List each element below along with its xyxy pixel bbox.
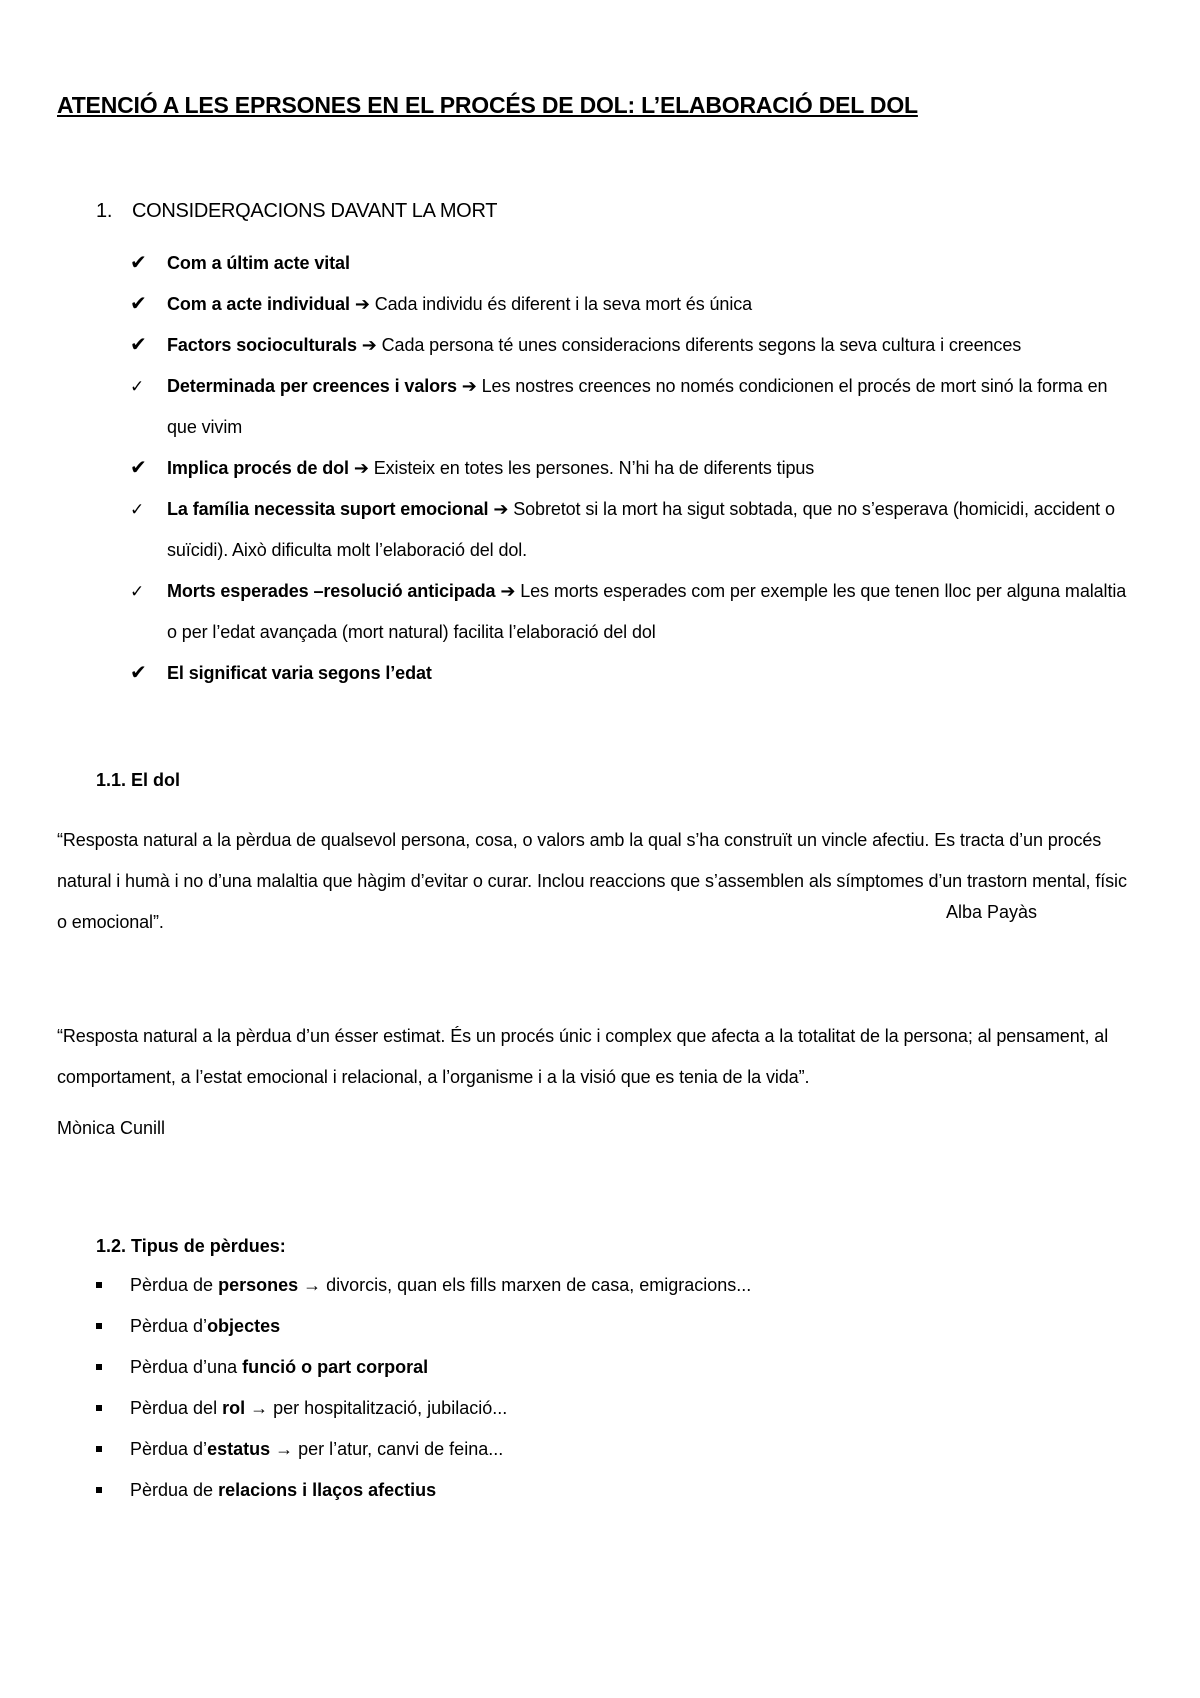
- square-bullet-icon: [96, 1364, 102, 1370]
- quote-alba-payas: “Resposta natural a la pèrdua de qualsevol persona, cosa, o valors amb la qual s’ha construït un vincle afectiu. Es tracta d’un procés natural i humà i no d’una malaltia que hàgim d’evitar o curar. Inclou reaccions que s’assemblen als símptomes d’un trastorn mental, físic o emocional”.: [57, 830, 1127, 932]
- square-bullet-icon: [96, 1323, 102, 1329]
- item-term: La família necessita suport emocional: [167, 499, 489, 519]
- list-item: [96, 1388, 751, 1429]
- item-text: Les nostres creences no només condicionen el procés de mort sinó la forma en que vivim: [167, 376, 1108, 437]
- section-1-1-heading: 1.1. El dol: [96, 770, 181, 790]
- square-bullet-icon: [96, 1446, 102, 1452]
- item-text: Cada individu és diferent i la seva mort és única: [369, 294, 753, 314]
- list-item: [130, 366, 1140, 448]
- list-item: [96, 1429, 751, 1470]
- item-term: El significat varia segons l’edat: [167, 663, 432, 683]
- item-term: Com a últim acte vital: [167, 253, 350, 273]
- quote-monica-cunill: “Resposta natural a la pèrdua d’un ésser estimat. És un procés únic i complex que afecta a la totalitat de la persona; al pensament, al comportament, a l’estat emocional i relacional, a l’organisme i a la visió que es tenia de la vida”.: [57, 1026, 1109, 1087]
- square-bullet-icon: [96, 1405, 102, 1411]
- arrow-right-icon: ➔: [493, 499, 509, 519]
- arrow-right-icon: ➔: [353, 458, 369, 478]
- item-term: funció o part corporal: [242, 1357, 429, 1377]
- item-prefix: Pèrdua d’: [130, 1439, 208, 1459]
- item-term: Factors socioculturals: [167, 335, 357, 355]
- item-text: Cada persona té unes consideracions diferents segons la seva cultura i creences: [376, 335, 1022, 355]
- item-text: → per l’atur, canvi de feina...: [270, 1439, 504, 1459]
- section-1-number: 1.: [96, 200, 113, 222]
- list-item: [96, 1265, 751, 1306]
- item-term: rol: [222, 1398, 246, 1418]
- item-text: → divorcis, quan els fills marxen de casa, emigracions...: [298, 1275, 752, 1295]
- section-1-heading: [96, 200, 497, 223]
- list-item: [130, 325, 1140, 366]
- item-text: Les morts esperades com per exemple les que tenen lloc per alguna malaltia o per l’edat avançada (mort natural) facilita l’elaboració del dol: [167, 581, 1127, 642]
- considerations-checklist: [130, 243, 1140, 694]
- square-bullet-icon: [96, 1487, 102, 1493]
- checkmark-icon: ✓: [130, 582, 145, 601]
- section-1-2-heading: 1.2. Tipus de pèrdues:: [96, 1236, 286, 1256]
- quote-author-monica-cunill: Mònica Cunill: [57, 1118, 166, 1138]
- square-bullet-icon: [96, 1282, 102, 1288]
- item-prefix: Pèrdua d’: [130, 1316, 208, 1336]
- item-term: Determinada per creences i valors: [167, 376, 457, 396]
- item-term: relacions i llaços afectius: [218, 1480, 437, 1500]
- list-item: [130, 448, 1140, 489]
- item-term: Com a acte individual: [167, 294, 350, 314]
- list-item: [96, 1306, 751, 1347]
- item-text: Sobretot si la mort ha sigut sobtada, que no s’esperava (homicidi, accident o suïcidi). Això dificulta molt l’elaboració del dol.: [167, 499, 1115, 560]
- checkmark-icon: ✔: [130, 293, 147, 315]
- list-item: [96, 1470, 751, 1511]
- checkmark-icon: ✓: [130, 377, 145, 396]
- arrow-right-icon: ➔: [361, 335, 377, 355]
- item-text: Existeix en totes les persones. N’hi ha de diferents tipus: [368, 458, 815, 478]
- item-term: Implica procés de dol: [167, 458, 349, 478]
- item-prefix: Pèrdua del: [130, 1398, 223, 1418]
- item-prefix: Pèrdua d’una: [130, 1357, 243, 1377]
- checkmark-icon: ✔: [130, 252, 147, 274]
- checkmark-icon: ✔: [130, 457, 147, 479]
- loss-types-list: [96, 1265, 751, 1511]
- arrow-right-icon: ➔: [500, 581, 516, 601]
- list-item: [130, 284, 1140, 325]
- checkmark-icon: ✓: [130, 500, 145, 519]
- item-text: → per hospitalització, jubilació...: [245, 1398, 508, 1418]
- item-term: persones: [218, 1275, 299, 1295]
- item-term: objectes: [207, 1316, 281, 1336]
- item-term: estatus: [207, 1439, 271, 1459]
- arrow-right-icon: ➔: [354, 294, 370, 314]
- section-1-title: CONSIDERQACIONS DAVANT LA MORT: [132, 200, 498, 222]
- list-item: [96, 1347, 751, 1388]
- quote-author-alba-payas: Alba Payàs: [946, 902, 1038, 922]
- item-term: Morts esperades –resolució anticipada: [167, 581, 496, 601]
- item-prefix: Pèrdua de: [130, 1480, 219, 1500]
- list-item: [130, 489, 1140, 571]
- checkmark-icon: ✔: [130, 334, 147, 356]
- list-item: [130, 571, 1140, 653]
- arrow-right-icon: ➔: [461, 376, 477, 396]
- list-item: [130, 653, 1140, 694]
- checkmark-icon: ✔: [130, 662, 147, 684]
- item-prefix: Pèrdua de: [130, 1275, 219, 1295]
- document-title: ATENCIÓ A LES EPRSONES EN EL PROCÉS DE DOL: L’ELABORACIÓ DEL DOL: [57, 92, 918, 118]
- list-item: [130, 243, 1140, 284]
